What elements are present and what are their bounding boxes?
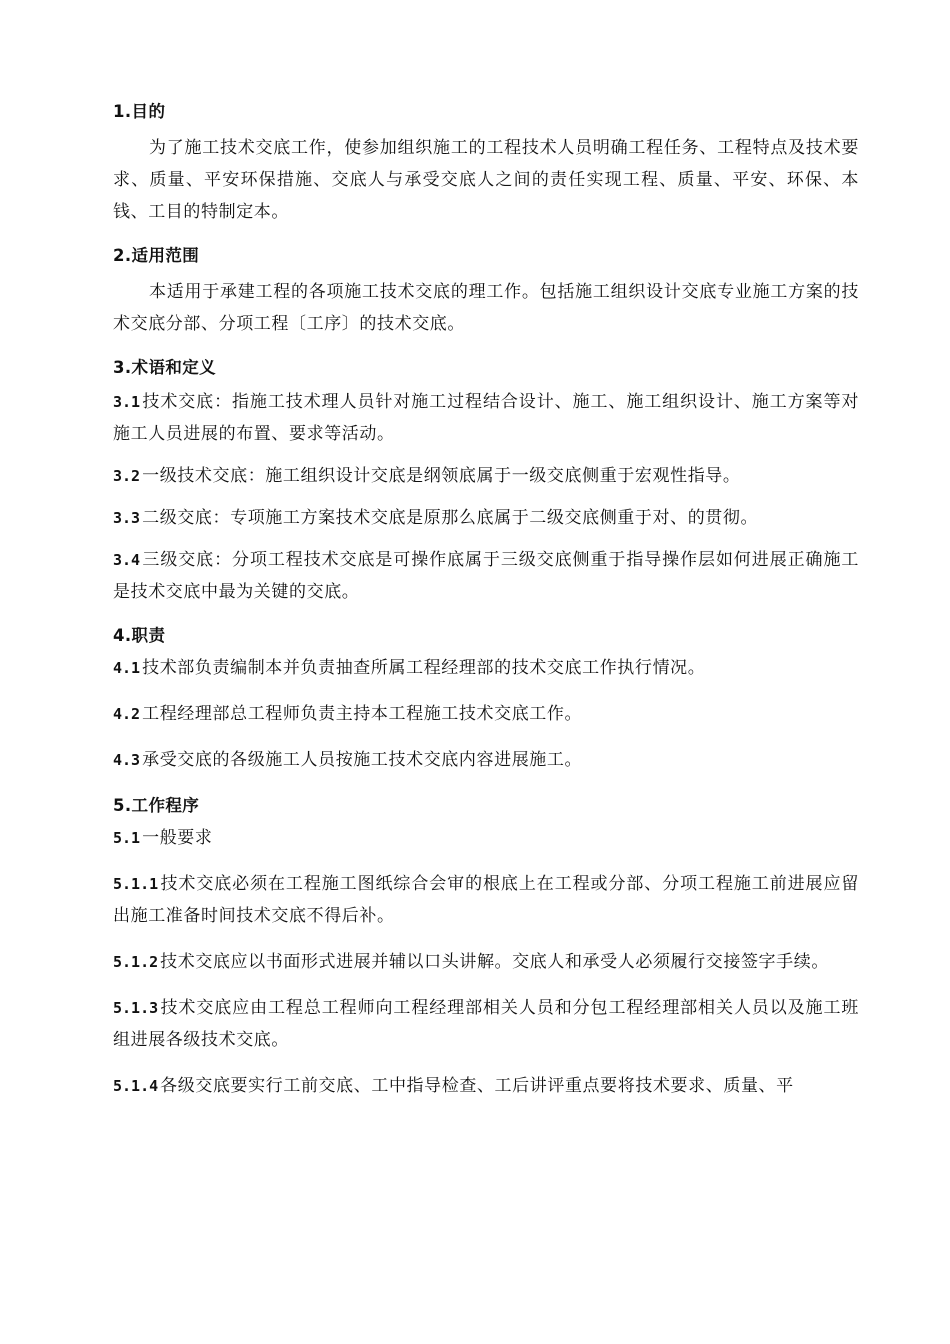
document-page <box>113 98 859 1102</box>
section-5-heading: 5.工作程序 <box>113 796 200 815</box>
definition-item <box>113 386 859 450</box>
section-3-heading: 3.术语和定义 <box>113 358 217 377</box>
definition-item <box>113 502 859 534</box>
subsection-heading <box>113 822 859 854</box>
item-text: 技术交底应以书面形式进展并辅以口头讲解。交底人和承受人必须履行交接签字手续。 <box>160 952 829 972</box>
responsibility-item <box>113 744 859 776</box>
item-text: 二级交底：专项施工方案技术交底是原那么底属于二级交底侧重于对、的贯彻。 <box>142 508 759 528</box>
section-2-body: 本适用于承建工程的各项施工技术交底的理工作。包括施工组织设计交底专业施工方案的技术交底分部、分项工程〔工序〕的技术交底。 <box>113 282 859 334</box>
item-number: 3.1 <box>113 393 141 411</box>
procedure-item <box>113 868 859 932</box>
item-number: 4.1 <box>113 659 141 677</box>
section-1-body: 为了施工技术交底工作，使参加组织施工的工程技术人员明确工程任务、工程特点及技术要求、质量、平安环保措施、交底人与承受交底人之间的责任实现工程、质量、平安、环保、本钱、工目的特制定本。 <box>113 138 859 222</box>
responsibility-item <box>113 652 859 684</box>
item-text: 一级技术交底：施工组织设计交底是纲领底属于一级交底侧重于宏观性指导。 <box>142 466 741 486</box>
item-number: 3.4 <box>113 551 141 569</box>
section-1-heading: 1.目的 <box>113 102 166 121</box>
item-text: 技术部负责编制本并负责抽查所属工程经理部的技术交底工作执行情况。 <box>142 658 706 678</box>
section-4-heading: 4.职责 <box>113 626 166 645</box>
item-text: 三级交底：分项工程技术交底是可操作底属于三级交底侧重于指导操作层如何进展正确施工是技术交底中最为关键的交底。 <box>113 550 859 602</box>
item-text: 一般要求 <box>142 828 213 848</box>
item-text: 技术交底必须在工程施工图纸综合会审的根底上在工程或分部、分项工程施工前进展应留出施工准备时间技术交底不得后补。 <box>113 874 859 926</box>
procedure-item <box>113 992 859 1056</box>
procedure-item <box>113 946 859 978</box>
item-number: 4.3 <box>113 751 141 769</box>
item-text: 承受交底的各级施工人员按施工技术交底内容进展施工。 <box>142 750 583 770</box>
item-text: 各级交底要实行工前交底、工中指导检查、工后讲评重点要将技术要求、质量、平 <box>160 1076 794 1096</box>
procedure-item <box>113 1070 859 1102</box>
item-number: 3.3 <box>113 509 141 527</box>
item-number: 4.2 <box>113 705 141 723</box>
item-number: 5.1 <box>113 829 141 847</box>
item-number: 5.1.2 <box>113 953 159 971</box>
item-number: 5.1.3 <box>113 999 159 1017</box>
responsibility-item <box>113 698 859 730</box>
item-text: 工程经理部总工程师负责主持本工程施工技术交底工作。 <box>142 704 583 724</box>
item-text: 技术交底应由工程总工程师向工程经理部相关人员和分包工程经理部相关人员以及施工班组进展各级技术交底。 <box>113 998 859 1050</box>
item-number: 5.1.4 <box>113 1077 159 1095</box>
definition-item <box>113 460 859 492</box>
item-number: 5.1.1 <box>113 875 159 893</box>
section-2-heading: 2.适用范围 <box>113 246 200 265</box>
item-number: 3.2 <box>113 467 141 485</box>
item-text: 技术交底：指施工技术理人员针对施工过程结合设计、施工、施工组织设计、施工方案等对施工人员进展的布置、要求等活动。 <box>113 392 859 444</box>
definition-item <box>113 544 859 608</box>
